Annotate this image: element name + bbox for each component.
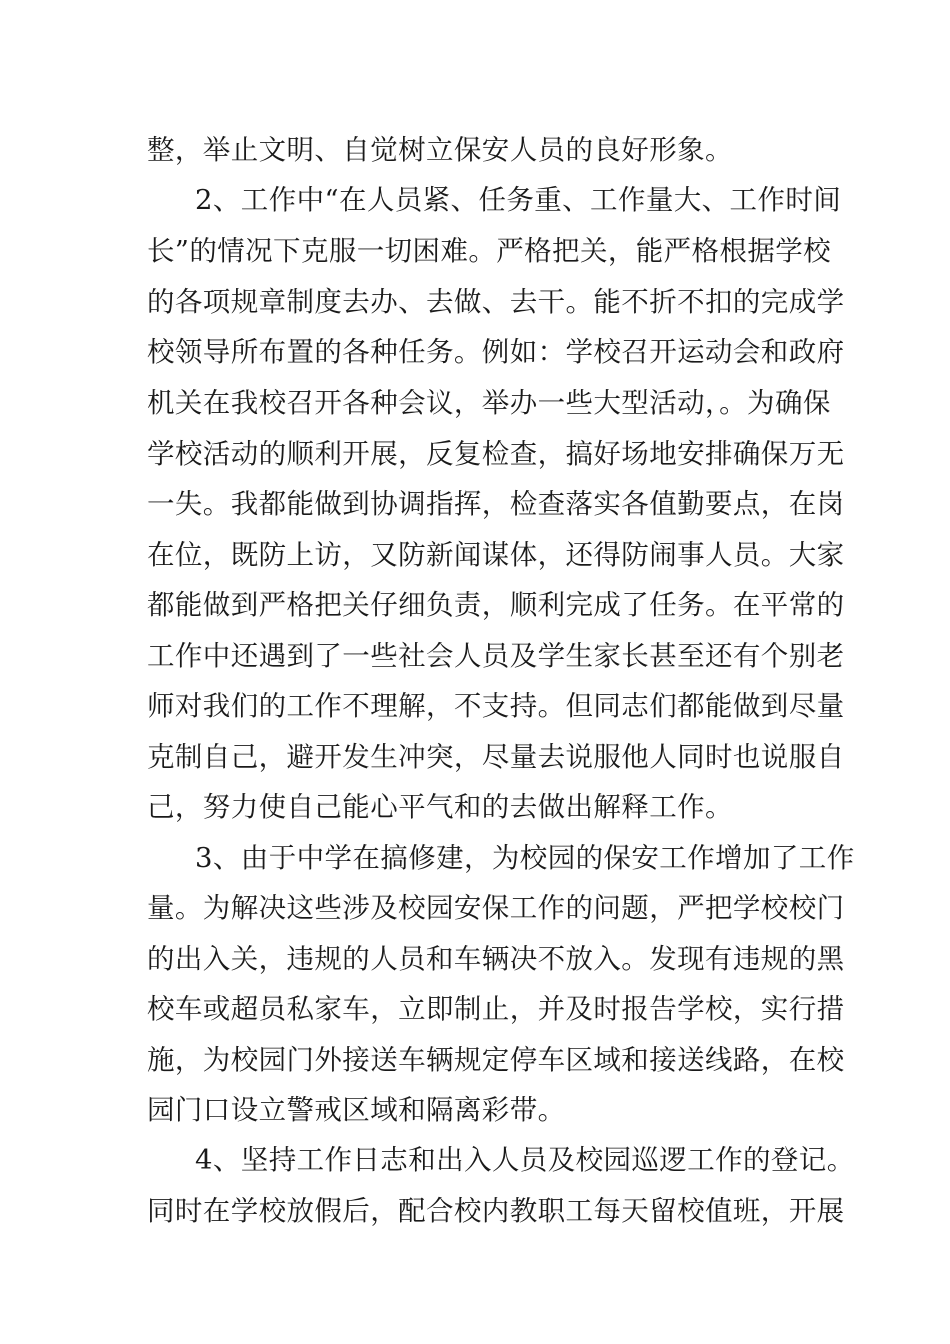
text-line: 同时在学校放假后，配合校内教职工每天留校值班，开展 xyxy=(147,1195,845,1227)
text-line: 整，举止文明、自觉树立保安人员的良好形象。 xyxy=(147,134,733,166)
text-line: 克制自己，避开发生冲突，尽量去说服他人同时也说服自 xyxy=(147,741,845,773)
text-line: 校车或超员私家车，立即制止，并及时报告学校，实行措 xyxy=(147,993,845,1025)
text-line: 量。为解决这些涉及校园安保工作的问题，严把学校校门 xyxy=(147,892,845,924)
text-line: 的各项规章制度去办、去做、去干。能不折不扣的完成学 xyxy=(147,286,845,318)
text-line: 在位，既防上访，又防新闻谋体，还得防闹事人员。大家 xyxy=(147,539,845,571)
text-line: 机关在我校召开各种会议，举办一些大型活动，。为确保 xyxy=(147,387,831,419)
text-line: 己，努力使自己能心平气和的去做出解释工作。 xyxy=(147,791,733,823)
text-line: 施，为校园门外接送车辆规定停车区域和接送线路，在校 xyxy=(147,1044,845,1076)
text-line: 师对我们的工作不理解，不支持。但同志们都能做到尽量 xyxy=(147,690,845,722)
text-line: 的出入关，违规的人员和车辆决不放入。发现有违规的黑 xyxy=(147,943,845,975)
text-line: 学校活动的顺利开展，反复检查，搞好场地安排确保万无 xyxy=(147,438,845,470)
text-line: 4、坚持工作日志和出入人员及校园巡逻工作的登记。 xyxy=(195,1144,855,1176)
text-line: 一失。我都能做到协调指挥，检查落实各值勤要点，在岗 xyxy=(147,488,845,520)
text-line: 园门口设立警戒区域和隔离彩带。 xyxy=(147,1094,566,1126)
text-line: 3、由于中学在搞修建，为校园的保安工作增加了工作 xyxy=(195,842,855,874)
text-line: 工作中还遇到了一些社会人员及学生家长甚至还有个别老 xyxy=(147,640,845,672)
text-line: 校领导所布置的各种任务。例如：学校召开运动会和政府 xyxy=(147,336,845,368)
text-line: 2、工作中“在人员紧、任务重、工作量大、工作时间 xyxy=(195,184,842,216)
text-line: 都能做到严格把关仔细负责，顺利完成了任务。在平常的 xyxy=(147,589,845,621)
text-line: 长”的情况下克服一切困难。严格把关，能严格根据学校 xyxy=(147,235,832,267)
